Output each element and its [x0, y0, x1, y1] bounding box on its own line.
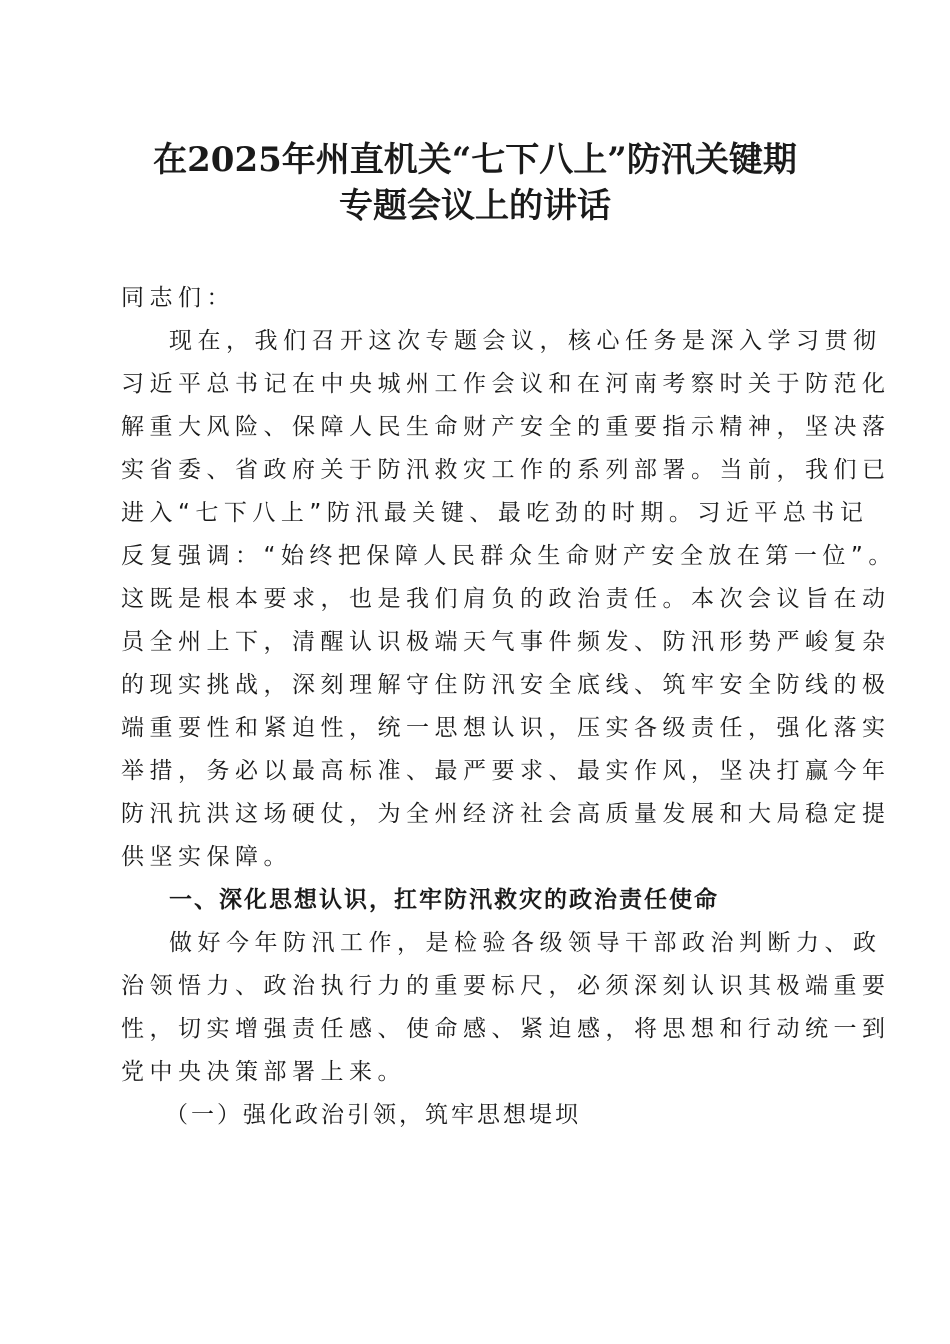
paragraph-1-line: 员全州上下，清醒认识极端天气事件频发、防汛形势严峻复杂 [121, 629, 891, 655]
paragraph-1-line: 反复强调：“始终把保障人民群众生命财产安全放在第一位”。 [121, 543, 897, 569]
paragraph-1-line: 端重要性和紧迫性，统一思想认识，压实各级责任，强化落实 [121, 715, 891, 741]
paragraph-2-line: 党中央决策部署上来。 [121, 1059, 406, 1085]
salutation: 同志们： [121, 285, 235, 311]
paragraph-1-line: 这既是根本要求，也是我们肩负的政治责任。本次会议旨在动 [121, 586, 891, 612]
paragraph-1-line: 供坚实保障。 [121, 844, 292, 870]
section-heading-1: 一、深化思想认识，扛牢防汛救灾的政治责任使命 [169, 887, 719, 913]
document-title-line-1: 在2025年州直机关“七下八上”防汛关键期 [153, 140, 797, 180]
paragraph-1-line: 举措，务必以最高标准、最严要求、最实作风，坚决打赢今年 [121, 758, 891, 784]
document-title-line-2: 专题会议上的讲话 [339, 186, 611, 226]
paragraph-2-line: 做好今年防汛工作，是检验各级领导干部政治判断力、政 [169, 930, 882, 956]
paragraph-1-line: 进入“七下八上”防汛最关键、最吃劲的时期。习近平总书记 [121, 500, 869, 526]
paragraph-1-line: 实省委、省政府关于防汛救灾工作的系列部署。当前，我们已 [121, 457, 891, 483]
paragraph-2-line: 性，切实增强责任感、使命感、紧迫感，将思想和行动统一到 [121, 1016, 891, 1042]
paragraph-2-line: 治领悟力、政治执行力的重要标尺，必须深刻认识其极端重要 [121, 973, 891, 999]
subsection-heading-1: （一）强化政治引领，筑牢思想堤坝 [165, 1102, 581, 1128]
paragraph-1-line: 的现实挑战，深刻理解守住防汛安全底线、筑牢安全防线的极 [121, 672, 891, 698]
paragraph-1-line: 习近平总书记在中央城州工作会议和在河南考察时关于防范化 [121, 371, 891, 397]
paragraph-1-line: 解重大风险、保障人民生命财产安全的重要指示精神，坚决落 [121, 414, 891, 440]
paragraph-1-line: 现在，我们召开这次专题会议，核心任务是深入学习贯彻 [169, 328, 882, 354]
paragraph-1-line: 防汛抗洪这场硬仗，为全州经济社会高质量发展和大局稳定提 [121, 801, 891, 827]
